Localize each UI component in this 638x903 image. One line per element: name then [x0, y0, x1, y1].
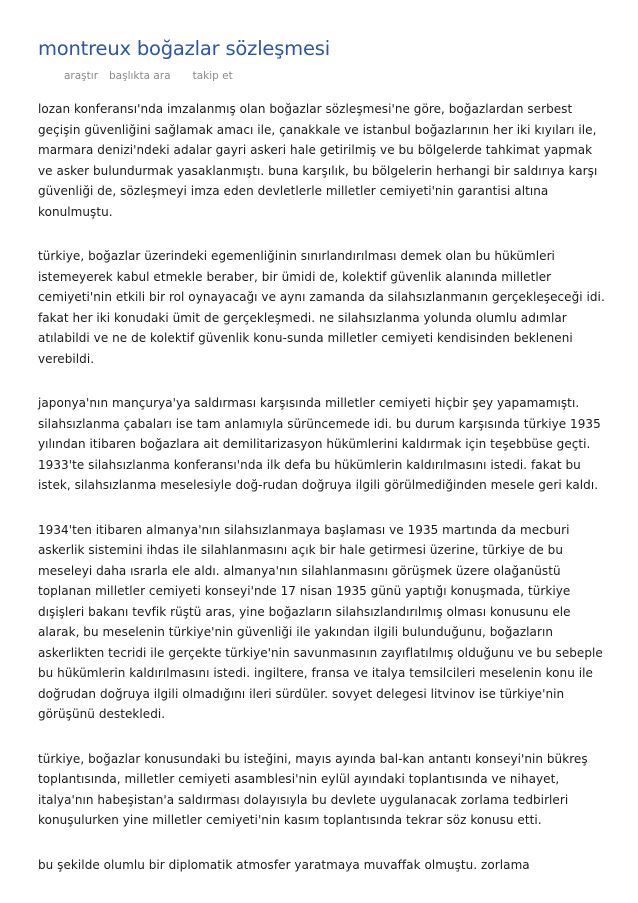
paragraph-3: japonya'nın mançurya'ya saldırması karşısında milletler cemiyeti hiçbir şey yapamamıştı. silahsızlanma çabaları ise tam anlamıyla sürüncemede idi. bu durum karşısında türkiye 1935 yılından itibaren boğazlara ait demilitarizasyon hükümlerini kaldırmak için teşebbüse geçti. 1933'te silahsızlanma konferansı'nda ilk defa bu hükümlerin kaldırılmasını istedi. fakat bu istek, silahsızlanma meselesiyle doğ-rudan doğruya ilgili görülmediğinden mesele geri kaldı. [38, 396, 601, 492]
title-search-link[interactable]: başlıkta ara [109, 70, 171, 82]
entry-title[interactable]: montreux boğazlar sözleşmesi [38, 37, 330, 60]
paragraph-1: lozan konferansı'nda imzalanmış olan boğazlar sözleşmesi'ne göre, boğazlardan serbest geçişin güvenliğini sağlamak amacı ile, çanakkale ve istanbul boğazlarının her iki kıyıları ile, marmara denizi'ndeki adalar gayri askeri hale getirilmiş ve bu bölgelerde tahkimat yapmak ve asker bulundurmak yasaklanmıştı. buna karşılık, bu bölgelerin herhangi bir saldırıya karşı güvenliği de, sözleşmeyi imza eden devletlerle milletler cemiyeti'nin garantisi altına konulmuştu. [38, 102, 598, 219]
paragraph-6: bu şekilde olumlu bir diplomatik atmosfer yaratmaya muvaffak olmuştu. zorlama [38, 857, 530, 872]
entry-actions [38, 67, 608, 85]
entry-content [38, 99, 608, 875]
follow-link[interactable]: takip et [192, 70, 233, 82]
entry-page [38, 34, 608, 875]
paragraph-4: 1934'ten itibaren almanya'nın silahsızlanmaya başlaması ve 1935 martında da mecburi askerlik sistemini ihdas ile silahlanmasını açık bir hale getirmesi üzerine, türkiye de bu meseleyi daha ısrarla ele aldı. almanya'nın silahlanmasını görüşmek üzere olağanüstü toplanan milletler cemiyeti konseyi'nde 17 nisan 1935 günü yaptığı konuşmada, türkiye dışişleri bakanı tevfik rüştü aras, yine boğazların silahsızlandırılmış olması konusunu ele alarak, bu meselenin türkiye'nin güvenliği ile yakından ilgili bulunduğunu, boğazların askerlikten tecridi ile gerçekte türkiye'nin savunmasının zayıflatılmış olduğunu ve bu sebeple bu hükümlerin kaldırılmasını istedi. ingiltere, fransa ve italya temsilcileri meselenin konu ile doğrudan doğruya ilgili olmadığını ileri sürdüler. sovyet delegesi litvinov ise türkiye'nin görüşünü destekledi. [38, 522, 603, 721]
search-link[interactable]: araştır [64, 70, 99, 82]
paragraph-5: türkiye, boğazlar konusundaki bu isteğini, mayıs ayında bal-kan antantı konseyi'nin bükreş toplantısında, milletler cemiyeti asamblesi'nin eylül ayındaki toplantısında ve nihayet, italya'nın habeşistan'a saldırması dolayısıyla bu devlete uygulanacak zorlama tedbirleri konuşulurken yine milletler cemiyeti'nin kasım toplantısında tekrar söz konusu etti. [38, 751, 588, 827]
paragraph-2: türkiye, boğazlar üzerindeki egemenliğinin sınırlandırılması demek olan bu hükümleri istemeyerek kabul etmekle beraber, bir ümidi de, kolektif güvenlik alanında milletler cemiyeti'nin etkili bir rol oynayacağı ve aynı zamanda da silahsızlanmanın gerçekleşeceği idi. fakat her iki konudaki ümit de gerçekleşmedi. ne silahsızlanma yolunda olumlu adımlar atılabildi ve ne de kolektif güvenlik konu-sunda milletler cemiyeti kendisinden bekleneni verebildi. [38, 249, 605, 366]
